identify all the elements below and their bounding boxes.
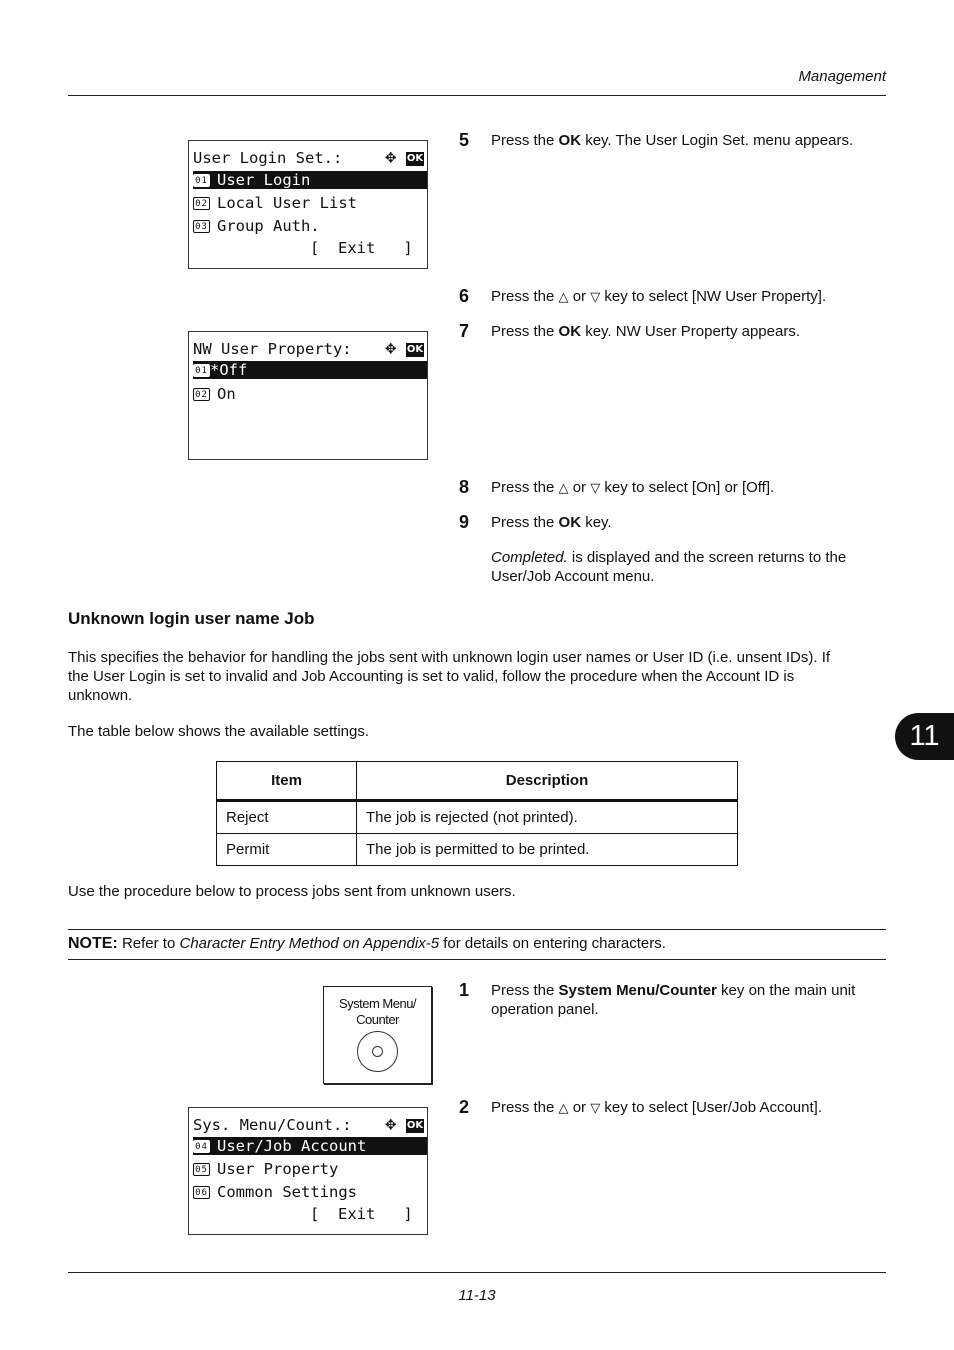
ok-icon: OK [406,152,424,164]
panel-key-label: System Menu/ Counter [338,996,417,1027]
up-key-icon: △ [558,1101,569,1116]
step-number: 1 [459,980,470,1000]
lcd-row-selected: 01 User Login [193,171,427,189]
step-number: 6 [459,286,470,306]
settings-table [216,761,738,866]
table-row [217,801,738,834]
lcd-sys-menu-count [188,1107,428,1235]
footer-rule [68,1272,886,1273]
cross-arrow-icon: ✥ [384,150,397,167]
chapter-tab: 11 [895,713,954,760]
up-key-icon: △ [558,481,569,496]
step-text: Press the OK key. NW User Property appears. [491,323,800,340]
ok-icon: OK [406,343,424,355]
note: NOTE: Refer to Character Entry Method on Appendix-5 for details on entering characters. [68,935,666,952]
down-key-icon: ▽ [590,481,601,496]
cross-arrow-icon: ✥ [384,341,397,358]
step-text: Press the △ or ▽ key to select [On] or [Off]. [491,479,775,496]
note-rule-bottom [68,959,886,960]
down-key-icon: ▽ [590,290,601,305]
lcd-title: NW User Property: [193,340,352,358]
table-cell: Reject [217,801,357,834]
up-key-icon: △ [558,290,569,305]
page-number: 11-13 [458,1287,496,1304]
table-cell: The job is rejected (not printed). [357,801,738,834]
step-number: 7 [459,321,470,341]
lcd-row-selected: 01 *Off [193,361,427,379]
section-paragraph: The table below shows the available settings. [68,723,370,740]
lcd-row-selected: 04 User/Job Account [193,1137,427,1155]
lcd-nav-icons [385,1116,424,1134]
system-menu-counter-key-illustration [323,986,432,1084]
table-header-row [217,762,738,801]
step-number: 2 [459,1097,470,1117]
lcd-user-login-set [188,140,428,269]
step-number: 5 [459,130,470,150]
table-cell: The job is permitted to be printed. [357,834,738,866]
header-rule [68,95,886,96]
step-note: Completed. is displayed and the screen returns to the User/Job Account menu. [491,549,847,585]
lcd-title: Sys. Menu/Count.: [193,1116,352,1134]
lcd-row: 02 Local User List [193,194,357,212]
step-text: Press the OK key. The User Login Set. menu appears. [491,132,854,149]
step-text: Press the △ or ▽ key to select [NW User Property]. [491,288,827,305]
table-header-cell: Item [217,762,357,801]
lcd-row: 02 On [193,385,236,403]
table-header-cell: Description [357,762,738,801]
step-text: Press the System Menu/Counter key on the main unit operation panel. [491,982,856,1018]
lcd-title: User Login Set.: [193,149,343,167]
lcd-nav-icons [385,340,424,358]
section-paragraph: This specifies the behavior for handling the jobs sent with unknown login user names or User ID (i.e. unsent IDs). If the User Login is set to invalid and Job Accounting is set to valid, follow the procedure when the Account ID is unknown. [68,649,831,704]
lcd-row: 03 Group Auth. [193,217,320,235]
step-text: Press the △ or ▽ key to select [User/Job Account]. [491,1099,822,1116]
lcd-row: 06 Common Settings [193,1183,357,1201]
lcd-nav-icons [385,149,424,167]
note-rule-top [68,929,886,930]
cross-arrow-icon: ✥ [384,1117,397,1134]
step-number: 8 [459,477,470,497]
step-text: Press the OK key. [491,514,612,531]
panel-key-button-icon [357,1031,398,1072]
section-heading: Unknown login user name Job [68,609,315,628]
table-cell: Permit [217,834,357,866]
down-key-icon: ▽ [590,1101,601,1116]
step-number: 9 [459,512,470,532]
lcd-exit: [ Exit ] [310,1205,413,1223]
lcd-exit: [ Exit ] [310,239,413,257]
lcd-nw-user-property [188,331,428,460]
ok-icon: OK [406,1119,424,1131]
running-header: Management [798,68,886,85]
table-row [217,834,738,866]
section-paragraph: Use the procedure below to process jobs sent from unknown users. [68,883,516,900]
lcd-row: 05 User Property [193,1160,338,1178]
